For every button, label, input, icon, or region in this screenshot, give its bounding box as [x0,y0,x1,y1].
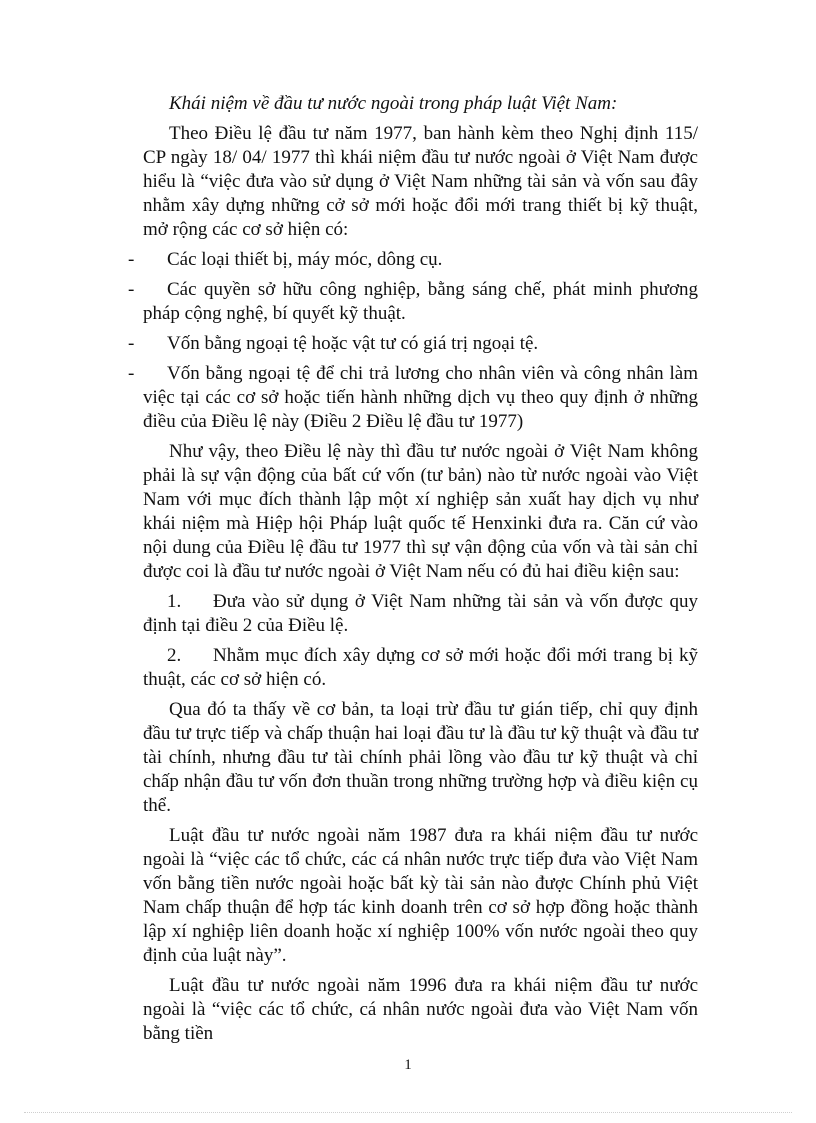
intro-paragraph: Theo Điều lệ đầu tư năm 1977, ban hành kèm theo Nghị định 115/ CP ngày 18/ 04/ 1977 thì khái niệm đầu tư nước ngoài ở Việt Nam được hiểu là “việc đưa vào sử dụng ở Việt Nam những tài sản và vốn sau đây nhằm xây dựng những cở sở mới hoặc đổi mới trang thiết bị kỹ thuật, mở rộng các cơ sở hiện có: [143,123,698,240]
footer-divider [24,1112,792,1113]
list-number: 1. [167,591,182,612]
bullet-marker: - [128,279,135,300]
numbered-text: Đưa vào sử dụng ở Việt Nam những tài sản và vốn được quy định tại điều 2 của Điều lệ. [143,591,698,636]
section-heading: Khái niệm về đầu tư nước ngoài trong pháp luật Việt Nam: [169,93,618,114]
bullet-text: Các quyền sở hữu công nghiệp, bằng sáng chế, phát minh phương pháp cộng nghệ, bí quyết kỹ thuật. [143,279,698,324]
bullet-item-equipment [128,248,698,272]
paragraph-law-1996: Luật đầu tư nước ngoài năm 1996 đưa ra khái niệm đầu tư nước ngoài là “việc các tổ chức, cá nhân nước ngoài đưa vào Việt Nam vốn bằng tiền [143,975,698,1044]
numbered-item-2 [143,644,698,692]
document-body [128,92,698,1052]
numbered-item-1 [143,590,698,638]
paragraph-conditions: Như vậy, theo Điều lệ này thì đầu tư nước ngoài ở Việt Nam không phải là sự vận động của bất cứ vốn (tư bản) nào từ nước ngoài vào Việt Nam với mục đích thành lập một xí nghiệp sản xuất hay dịch vụ như khái niệm mà Hiệp hội Pháp luật quốc tế Henxinki đưa ra. Căn cứ vào nội dung của Điều lệ đầu tư 1977 thì sự vận động của vốn và tài sản chỉ được coi là đầu tư nước ngoài ở Việt Nam nếu có đủ hai điều kiện sau: [143,441,698,582]
bullet-item-foreign-currency [128,332,698,356]
bullet-marker: - [128,363,135,384]
bullet-item-salary-capital [128,362,698,434]
bullet-text: Các loại thiết bị, máy móc, dông cụ. [167,249,443,270]
paragraph-law-1987: Luật đầu tư nước ngoài năm 1987 đưa ra khái niệm đầu tư nước ngoài là “việc các tổ chức, các cá nhân nước trực tiếp đưa vào Việt Nam vốn bằng tiền nước ngoài hoặc bất kỳ tài sản nào được Chính phủ Việt Nam chấp thuận để hợp tác kinh doanh trên cơ sở hợp đồng hoặc thành lập xí nghiệp liên doanh hoặc xí nghiệp 100% vốn nước ngoài theo quy định của luật này”. [143,825,698,966]
numbered-text: Nhằm mục đích xây dựng cơ sở mới hoặc đổi mới trang bị kỹ thuật, các cơ sở hiện có. [143,645,698,690]
list-number: 2. [167,645,182,666]
bullet-text: Vốn bằng ngoại tệ để chi trả lương cho nhân viên và công nhân làm việc tại các cơ sở hoặc tiến hành những dịch vụ theo quy định ở những điều của Điều lệ này (Điều 2 Điều lệ đầu tư 1977) [143,363,698,432]
bullet-text: Vốn bằng ngoại tệ hoặc vật tư có giá trị ngoại tệ. [167,333,539,354]
paragraph-summary: Qua đó ta thấy về cơ bản, ta loại trừ đầu tư gián tiếp, chỉ quy định đầu tư trực tiếp và chấp thuận hai loại đầu tư là đầu tư kỹ thuật và đầu tư tài chính, nhưng đầu tư tài chính phải lồng vào đầu tư kỹ thuật và chỉ chấp nhận đầu tư vốn đơn thuần trong những trường hợp và điều kiện cụ thể. [143,699,698,816]
bullet-item-industrial-property [128,278,698,326]
bullet-marker: - [128,333,135,354]
bullet-marker: - [128,249,135,270]
page-number: 1 [404,1057,412,1073]
